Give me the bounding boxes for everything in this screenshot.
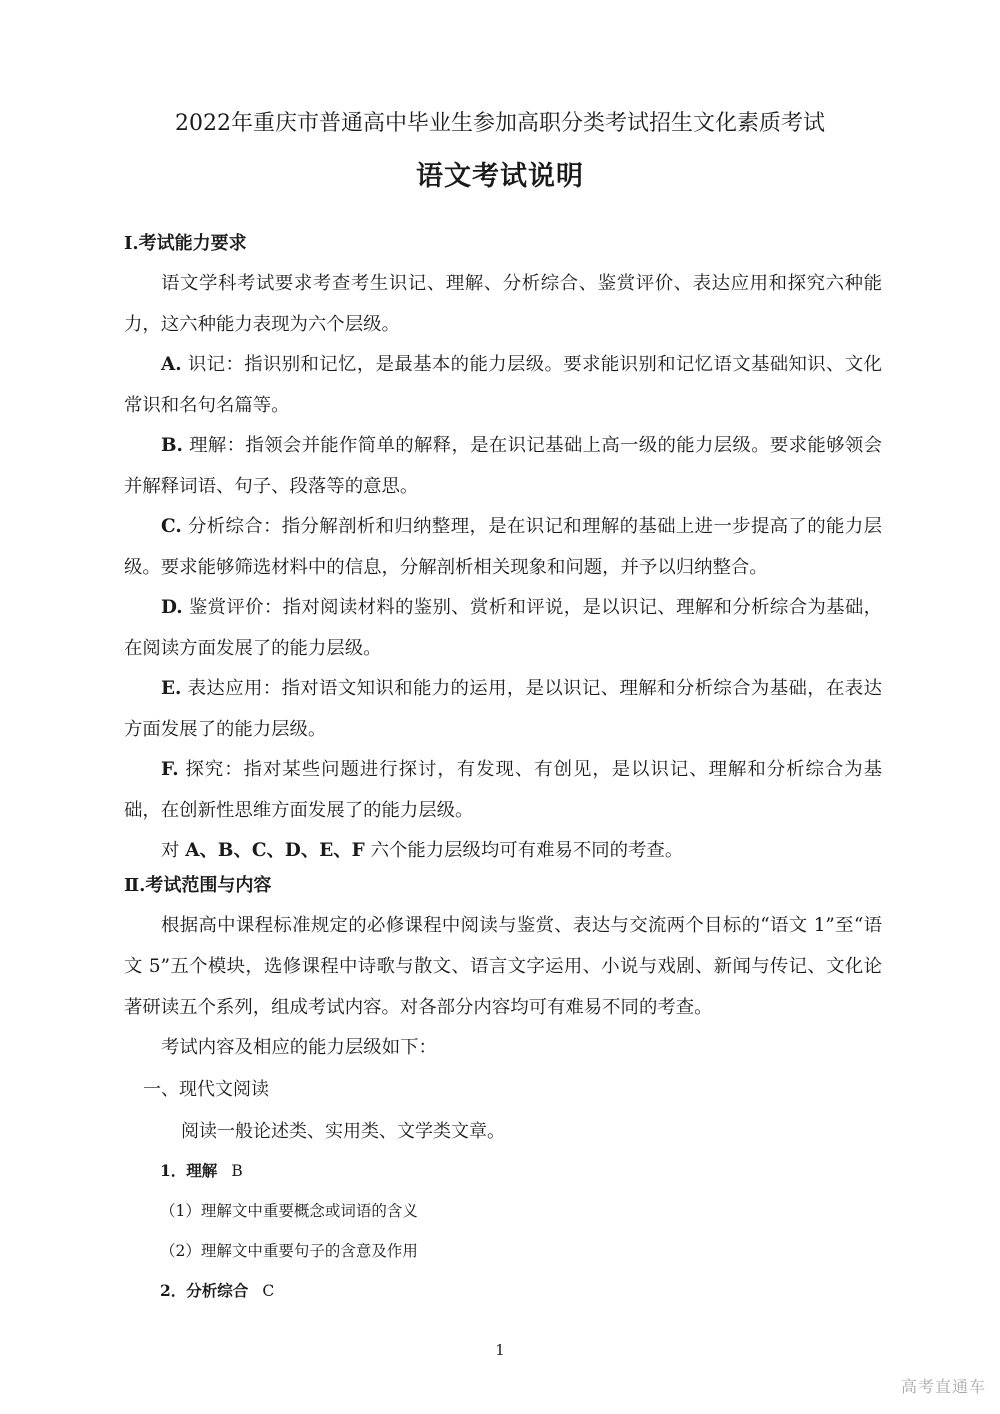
item-label: A. <box>161 354 182 375</box>
point-level: B <box>231 1162 243 1180</box>
item-label: B. <box>161 435 183 456</box>
item-text: 探究：指对某些问题进行探讨，有发现、有创见，是以识记、理解和分析综合为基础，在创新性思维方面发展了的能力层级。 <box>124 759 882 821</box>
item-text: 识记：指识别和记忆，是最基本的能力层级。要求能识别和记忆语文基础知识、文化常识和名句名篇等。 <box>124 354 882 416</box>
part-description: 阅读一般论述类、实用类、文学类文章。 <box>181 1121 505 1142</box>
point-name: 理解 <box>186 1161 218 1180</box>
item-label: C. <box>161 516 182 537</box>
summary-suffix: 六个能力层级均可有难易不同的考查。 <box>370 840 684 861</box>
document-title: 2022年重庆市普通高中毕业生参加高职分类考试招生文化素质考试 <box>175 111 825 136</box>
point-understanding <box>160 1159 243 1183</box>
section2-lead: 考试内容及相应的能力层级如下： <box>161 1037 437 1058</box>
section2-intro: 根据高中课程标准规定的必修课程中阅读与鉴赏、表达与交流两个目标的“语文 1”至“语文 5”五个模块，选修课程中诗歌与散文、语言文字运用、小说与戏剧、新闻与传记、文化论著研读五个系列，组成考试内容。对各部分内容均可有难易不同的考查。 <box>124 915 882 1018</box>
ability-summary <box>124 831 882 872</box>
item-label: F. <box>161 759 179 780</box>
point-number: 1． <box>160 1161 187 1180</box>
section1-intro: 语文学科考试要求考查考生识记、理解、分析综合、鉴赏评价、表达应用和探究六种能力，这六种能力表现为六个层级。 <box>124 273 882 335</box>
ability-item-e <box>124 669 882 751</box>
item-text: 理解：指领会并能作简单的解释，是在识记基础上高一级的能力层级。要求能够领会并解释词语、句子、段落等的意思。 <box>124 435 882 497</box>
section-heading-ability: Ⅰ.考试能力要求 <box>124 233 247 254</box>
part-title-modern-reading: 一、现代文阅读 <box>143 1079 269 1100</box>
summary-letters: A、B、C、D、E、F <box>185 840 365 861</box>
point-analysis <box>160 1279 274 1303</box>
item-text: 鉴赏评价：指对阅读材料的鉴别、赏析和评说，是以识记、理解和分析综合为基础，在阅读方面发展了的能力层级。 <box>124 597 882 659</box>
sub-point: （1）理解文中重要概念或词语的含义 <box>160 1202 418 1220</box>
item-label: D. <box>161 597 183 618</box>
point-level: C <box>262 1282 275 1300</box>
ability-item-a <box>124 345 882 427</box>
point-name: 分析综合 <box>186 1281 249 1300</box>
item-text: 表达应用：指对语文知识和能力的运用，是以识记、理解和分析综合为基础，在表达方面发展了的能力层级。 <box>124 678 882 740</box>
item-label: E. <box>161 678 182 699</box>
document-subtitle: 语文考试说明 <box>416 161 584 192</box>
point-number: 2． <box>160 1281 187 1300</box>
item-text: 分析综合：指分解剖析和归纳整理，是在识记和理解的基础上进一步提高了的能力层级。要求能够筛选材料中的信息，分解剖析相关现象和问题，并予以归纳整合。 <box>124 516 882 578</box>
section-heading-scope: Ⅱ.考试范围与内容 <box>124 875 272 896</box>
ability-item-b <box>124 426 882 508</box>
ability-item-c <box>124 507 882 589</box>
page-number: 1 <box>495 1341 505 1359</box>
ability-item-d <box>124 588 882 670</box>
watermark-text: 高考直通车 <box>900 1377 986 1396</box>
sub-point: （2）理解文中重要句子的含意及作用 <box>160 1242 418 1260</box>
summary-prefix: 对 <box>161 840 180 861</box>
ability-item-f <box>124 750 882 832</box>
